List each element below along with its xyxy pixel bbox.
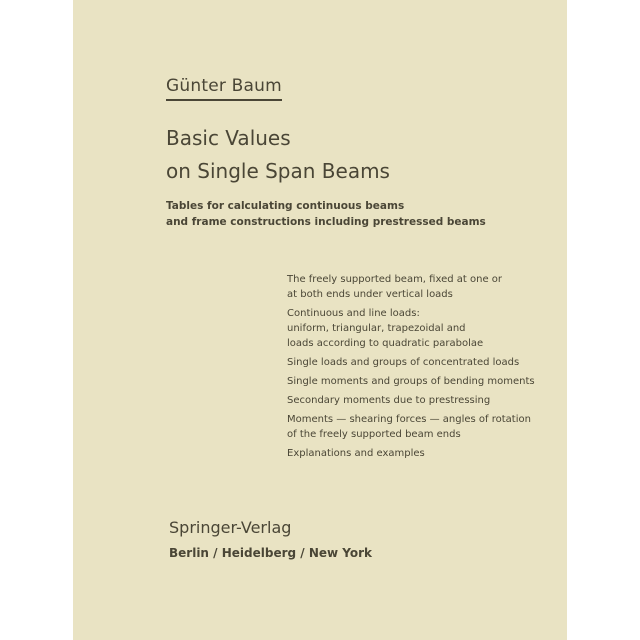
title-line-1: Basic Values	[166, 126, 291, 150]
contents-line: Single loads and groups of concentrated loads	[287, 357, 520, 368]
author-name: Günter Baum	[166, 76, 282, 101]
contents-item	[287, 272, 535, 302]
contents-line: Secondary moments due to prestressing	[287, 395, 491, 406]
contents-line: of the freely supported beam ends	[287, 429, 461, 440]
contents-item	[287, 446, 535, 461]
contents-line: Continuous and line loads:	[287, 308, 420, 319]
contents-line: Explanations and examples	[287, 448, 425, 459]
contents-item	[287, 393, 535, 408]
contents-item	[287, 306, 535, 351]
contents-item	[287, 355, 535, 370]
contents-line: at both ends under vertical loads	[287, 289, 453, 300]
contents-item	[287, 374, 535, 389]
contents-line: The freely supported beam, fixed at one or	[287, 274, 502, 285]
book-subtitle	[166, 198, 486, 230]
publisher-places: Berlin / Heidelberg / New York	[169, 546, 372, 560]
contents-line: uniform, triangular, trapezoidal and	[287, 323, 466, 334]
contents-list	[287, 272, 535, 465]
contents-item	[287, 412, 535, 442]
book-cover	[73, 0, 567, 640]
contents-line: Single moments and groups of bending moments	[287, 376, 535, 387]
publisher-name: Springer-Verlag	[169, 518, 292, 537]
contents-line: loads according to quadratic parabolae	[287, 338, 484, 349]
title-line-2: on Single Span Beams	[166, 159, 390, 183]
subtitle-line-1: Tables for calculating continuous beams	[166, 200, 405, 212]
book-title	[166, 122, 390, 188]
contents-line: Moments — shearing forces — angles of rotation	[287, 414, 531, 425]
subtitle-line-2: and frame constructions including prestressed beams	[166, 216, 486, 228]
